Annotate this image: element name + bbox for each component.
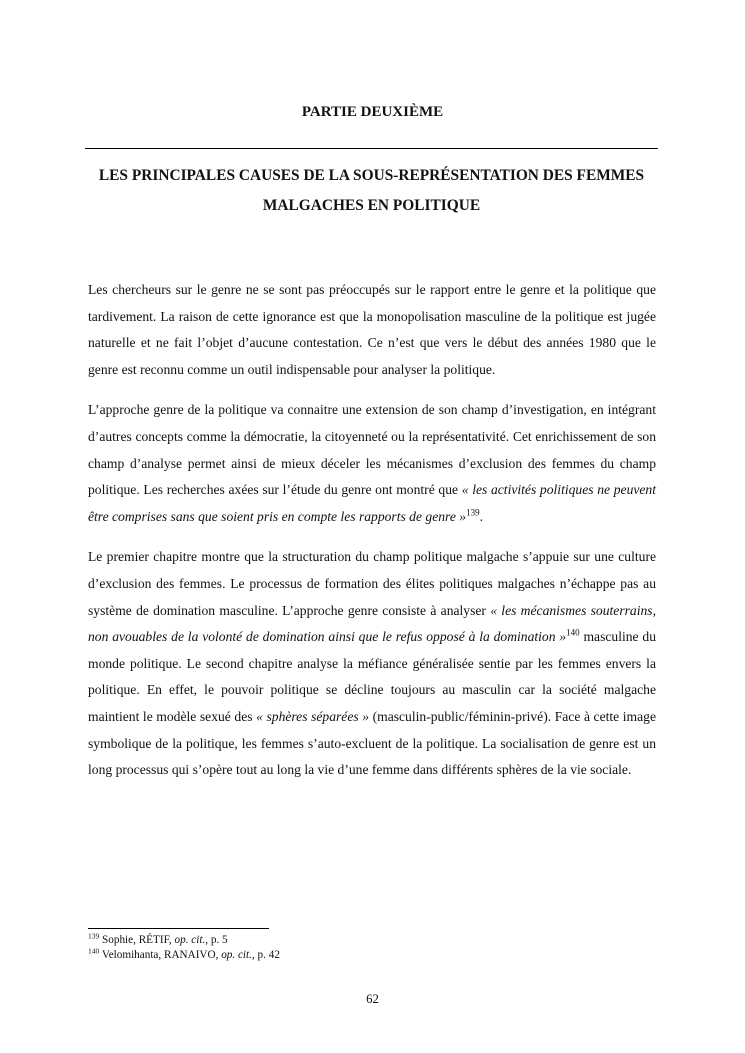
title-divider: [85, 148, 658, 149]
footnote-140: [88, 948, 656, 963]
footnote-number: 140: [88, 946, 100, 956]
quote-140: « les mécanismes souterrains, non avouables de la volonté de domination ainsi que le refus opposé à la domination »: [88, 602, 656, 645]
footnote-139: [88, 933, 656, 948]
paragraph-3-middle: masculine du monde politique. Le second chapitre analyse la méfiance généralisée sentie par les femmes envers la politique. En effet, le pouvoir politique se décline toujours au masculin car la société malgache maintient le modèle sexué des: [88, 629, 656, 724]
part-title: PARTIE DEUXIÈME: [301, 104, 444, 120]
footnotes: [88, 933, 656, 963]
paragraph-3-end: (masculin-public/féminin-privé). Face à cette image symbolique de la politique, les femmes s’auto-excluent de la politique. La socialisation de genre est un long processus qui s’opère tout au long la vie d’une femme dans différents sphères de la vie sociale.: [88, 708, 656, 778]
footnote-author: Velomihanta, RANAIVO,: [101, 949, 219, 961]
footnote-ref-139[interactable]: 139: [466, 507, 480, 518]
footnote-ref-140[interactable]: 140: [566, 627, 580, 638]
quote-spheres: « sphères séparées »: [256, 708, 370, 724]
quote-139: « les activités politiques ne peuvent être comprises sans que soient pris en compte les rapports de genre »: [88, 482, 657, 524]
footnote-page: , p. 5: [205, 934, 228, 946]
footnote-divider: [88, 928, 269, 929]
footnote-cit: op. cit.: [221, 949, 252, 961]
footnote-cit: op. cit.: [174, 934, 206, 946]
paragraph-3: [88, 544, 656, 783]
paragraph-1: Les chercheurs sur le genre ne se sont pas préoccupés sur le rapport entre le genre et la politique que tardivement. La raison de cette ignorance est que la monopolisation masculine de la politique est jugée naturelle et ne fait l’objet d’aucune contestation. Ce n’est que vers le début des années 1980 que le genre est reconnu comme un outil indispensable pour analyser la politique.: [88, 282, 656, 377]
chapter-title: LES PRINCIPALES CAUSES DE LA SOUS-REPRÉSENTATION DES FEMMES MALGACHES EN POLITIQUE: [98, 167, 645, 214]
page-number: 62: [366, 992, 379, 1006]
footnote-page: , p. 42: [251, 949, 280, 961]
paragraph-3-text: Le premier chapitre montre que la structuration du champ politique malgache s’appuie sur une culture d’exclusion des femmes. Le processus de formation des élites politiques malgaches n’échappe pas au système de domination masculine. L’approche genre consiste à analyser: [88, 549, 656, 618]
footnote-number: 139: [88, 931, 100, 941]
paragraph-2-end: .: [479, 508, 483, 524]
paragraph-2: [88, 397, 656, 530]
footnote-author: Sophie, RÉTIF,: [102, 934, 172, 946]
body-text: [88, 277, 656, 798]
paragraph-2-text: L’approche genre de la politique va connaitre une extension de son champ d’investigation, en intégrant d’autres concepts comme la démocratie, la citoyenneté ou la représentativité. Cet enrichissement de son champ d’analyse permet ainsi de mieux déceler les mécanismes d’exclusion des femmes du champ politique. Les recherches axées sur l’étude du genre ont montré que: [88, 402, 656, 498]
